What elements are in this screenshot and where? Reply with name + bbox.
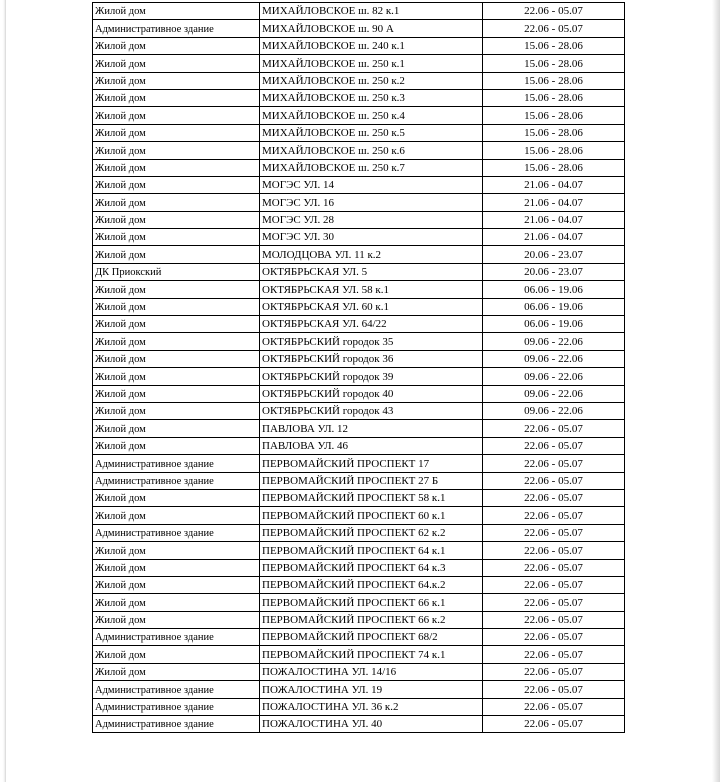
address-cell: ПЕРВОМАЙСКИЙ ПРОСПЕКТ 74 к.1 xyxy=(260,646,483,663)
address-cell: ПЕРВОМАЙСКИЙ ПРОСПЕКТ 62 к.2 xyxy=(260,524,483,541)
address-cell: ПОЖАЛОСТИНА УЛ. 14/16 xyxy=(260,663,483,680)
building-type-cell: Жилой дом xyxy=(93,437,260,454)
table-row xyxy=(93,611,625,628)
address-cell: МОГЭС УЛ. 14 xyxy=(260,176,483,193)
table-row xyxy=(93,629,625,646)
address-cell: ОКТЯБРЬСКИЙ городок 40 xyxy=(260,385,483,402)
building-type-cell: Жилой дом xyxy=(93,281,260,298)
table-row xyxy=(93,211,625,228)
building-type-cell: Жилой дом xyxy=(93,37,260,54)
period-cell: 22.06 - 05.07 xyxy=(483,489,625,506)
table-row xyxy=(93,489,625,506)
period-cell: 22.06 - 05.07 xyxy=(483,420,625,437)
address-cell: ОКТЯБРЬСКИЙ городок 39 xyxy=(260,368,483,385)
building-type-cell: Жилой дом xyxy=(93,368,260,385)
table-row xyxy=(93,316,625,333)
period-cell: 09.06 - 22.06 xyxy=(483,402,625,419)
address-cell: МОЛОДЦОВА УЛ. 11 к.2 xyxy=(260,246,483,263)
building-type-cell: ДК Приокский xyxy=(93,263,260,280)
building-type-cell: Жилой дом xyxy=(93,107,260,124)
period-cell: 21.06 - 04.07 xyxy=(483,229,625,246)
address-cell: ПЕРВОМАЙСКИЙ ПРОСПЕКТ 17 xyxy=(260,455,483,472)
period-cell: 22.06 - 05.07 xyxy=(483,611,625,628)
address-cell: ОКТЯБРЬСКАЯ УЛ. 5 xyxy=(260,263,483,280)
address-cell: МИХАЙЛОВСКОЕ ш. 240 к.1 xyxy=(260,37,483,54)
address-cell: ОКТЯБРЬСКАЯ УЛ. 60 к.1 xyxy=(260,298,483,315)
table-row xyxy=(93,524,625,541)
page-edge-shadow xyxy=(712,0,720,782)
period-cell: 21.06 - 04.07 xyxy=(483,194,625,211)
address-cell: ПЕРВОМАЙСКИЙ ПРОСПЕКТ 66 к.2 xyxy=(260,611,483,628)
period-cell: 22.06 - 05.07 xyxy=(483,629,625,646)
building-type-cell: Жилой дом xyxy=(93,611,260,628)
table-row xyxy=(93,594,625,611)
period-cell: 15.06 - 28.06 xyxy=(483,142,625,159)
period-cell: 15.06 - 28.06 xyxy=(483,72,625,89)
address-cell: МИХАЙЛОВСКОЕ ш. 250 к.5 xyxy=(260,124,483,141)
period-cell: 20.06 - 23.07 xyxy=(483,246,625,263)
building-type-cell: Административное здание xyxy=(93,629,260,646)
period-cell: 22.06 - 05.07 xyxy=(483,472,625,489)
building-type-cell: Жилой дом xyxy=(93,489,260,506)
period-cell: 22.06 - 05.07 xyxy=(483,576,625,593)
building-type-cell: Административное здание xyxy=(93,716,260,733)
period-cell: 22.06 - 05.07 xyxy=(483,698,625,715)
table-row xyxy=(93,72,625,89)
period-cell: 22.06 - 05.07 xyxy=(483,716,625,733)
address-cell: МИХАЙЛОВСКОЕ ш. 250 к.2 xyxy=(260,72,483,89)
building-type-cell: Жилой дом xyxy=(93,385,260,402)
table-row xyxy=(93,437,625,454)
period-cell: 06.06 - 19.06 xyxy=(483,298,625,315)
address-cell: МОГЭС УЛ. 28 xyxy=(260,211,483,228)
period-cell: 22.06 - 05.07 xyxy=(483,20,625,37)
building-type-cell: Жилой дом xyxy=(93,316,260,333)
address-cell: ПЕРВОМАЙСКИЙ ПРОСПЕКТ 64 к.1 xyxy=(260,542,483,559)
table-row xyxy=(93,350,625,367)
building-type-cell: Жилой дом xyxy=(93,3,260,20)
address-cell: ПЕРВОМАЙСКИЙ ПРОСПЕКТ 64 к.3 xyxy=(260,559,483,576)
table-row xyxy=(93,507,625,524)
address-cell: МОГЭС УЛ. 16 xyxy=(260,194,483,211)
address-cell: МИХАЙЛОВСКОЕ ш. 250 к.3 xyxy=(260,89,483,106)
building-type-cell: Жилой дом xyxy=(93,89,260,106)
building-type-cell: Жилой дом xyxy=(93,176,260,193)
building-type-cell: Административное здание xyxy=(93,472,260,489)
address-cell: ОКТЯБРЬСКИЙ городок 43 xyxy=(260,402,483,419)
address-cell: МОГЭС УЛ. 30 xyxy=(260,229,483,246)
building-type-cell: Жилой дом xyxy=(93,124,260,141)
period-cell: 15.06 - 28.06 xyxy=(483,107,625,124)
building-type-cell: Жилой дом xyxy=(93,55,260,72)
table-row xyxy=(93,472,625,489)
period-cell: 22.06 - 05.07 xyxy=(483,663,625,680)
table-row xyxy=(93,298,625,315)
period-cell: 09.06 - 22.06 xyxy=(483,333,625,350)
table-row xyxy=(93,124,625,141)
address-cell: ПЕРВОМАЙСКИЙ ПРОСПЕКТ 64.к.2 xyxy=(260,576,483,593)
building-type-cell: Жилой дом xyxy=(93,333,260,350)
address-cell: МИХАЙЛОВСКОЕ ш. 90 А xyxy=(260,20,483,37)
period-cell: 15.06 - 28.06 xyxy=(483,55,625,72)
address-cell: МИХАЙЛОВСКОЕ ш. 250 к.1 xyxy=(260,55,483,72)
table-row xyxy=(93,698,625,715)
table-row xyxy=(93,37,625,54)
document-page xyxy=(6,0,712,782)
table-row xyxy=(93,368,625,385)
table-row xyxy=(93,194,625,211)
address-cell: ПОЖАЛОСТИНА УЛ. 40 xyxy=(260,716,483,733)
building-type-cell: Административное здание xyxy=(93,524,260,541)
building-type-cell: Жилой дом xyxy=(93,350,260,367)
address-cell: МИХАЙЛОВСКОЕ ш. 250 к.6 xyxy=(260,142,483,159)
building-type-cell: Административное здание xyxy=(93,698,260,715)
schedule-table-body xyxy=(93,3,625,733)
period-cell: 09.06 - 22.06 xyxy=(483,385,625,402)
address-cell: ПЕРВОМАЙСКИЙ ПРОСПЕКТ 27 Б xyxy=(260,472,483,489)
period-cell: 20.06 - 23.07 xyxy=(483,263,625,280)
period-cell: 22.06 - 05.07 xyxy=(483,524,625,541)
address-cell: ПЕРВОМАЙСКИЙ ПРОСПЕКТ 68/2 xyxy=(260,629,483,646)
outage-schedule-table xyxy=(92,2,625,733)
table-row xyxy=(93,576,625,593)
address-cell: МИХАЙЛОВСКОЕ ш. 250 к.7 xyxy=(260,159,483,176)
period-cell: 22.06 - 05.07 xyxy=(483,507,625,524)
table-row xyxy=(93,681,625,698)
period-cell: 21.06 - 04.07 xyxy=(483,176,625,193)
table-row xyxy=(93,385,625,402)
building-type-cell: Жилой дом xyxy=(93,229,260,246)
table-row xyxy=(93,263,625,280)
building-type-cell: Жилой дом xyxy=(93,507,260,524)
building-type-cell: Жилой дом xyxy=(93,72,260,89)
building-type-cell: Административное здание xyxy=(93,20,260,37)
table-row xyxy=(93,455,625,472)
table-row xyxy=(93,402,625,419)
building-type-cell: Жилой дом xyxy=(93,298,260,315)
table-row xyxy=(93,559,625,576)
building-type-cell: Жилой дом xyxy=(93,542,260,559)
period-cell: 15.06 - 28.06 xyxy=(483,159,625,176)
address-cell: ПЕРВОМАЙСКИЙ ПРОСПЕКТ 58 к.1 xyxy=(260,489,483,506)
table-row xyxy=(93,89,625,106)
address-cell: МИХАЙЛОВСКОЕ ш. 82 к.1 xyxy=(260,3,483,20)
period-cell: 22.06 - 05.07 xyxy=(483,559,625,576)
table-row xyxy=(93,716,625,733)
building-type-cell: Административное здание xyxy=(93,681,260,698)
table-row xyxy=(93,20,625,37)
table-row xyxy=(93,663,625,680)
address-cell: ПЕРВОМАЙСКИЙ ПРОСПЕКТ 66 к.1 xyxy=(260,594,483,611)
table-row xyxy=(93,246,625,263)
address-cell: ОКТЯБРЬСКИЙ городок 35 xyxy=(260,333,483,350)
period-cell: 22.06 - 05.07 xyxy=(483,437,625,454)
period-cell: 22.06 - 05.07 xyxy=(483,681,625,698)
address-cell: ПАВЛОВА УЛ. 46 xyxy=(260,437,483,454)
building-type-cell: Жилой дом xyxy=(93,594,260,611)
period-cell: 22.06 - 05.07 xyxy=(483,594,625,611)
period-cell: 09.06 - 22.06 xyxy=(483,350,625,367)
table-row xyxy=(93,159,625,176)
table-row xyxy=(93,55,625,72)
building-type-cell: Административное здание xyxy=(93,455,260,472)
period-cell: 22.06 - 05.07 xyxy=(483,3,625,20)
building-type-cell: Жилой дом xyxy=(93,663,260,680)
building-type-cell: Жилой дом xyxy=(93,646,260,663)
period-cell: 06.06 - 19.06 xyxy=(483,316,625,333)
building-type-cell: Жилой дом xyxy=(93,159,260,176)
table-row xyxy=(93,107,625,124)
table-row xyxy=(93,420,625,437)
table-row xyxy=(93,281,625,298)
period-cell: 15.06 - 28.06 xyxy=(483,124,625,141)
table-row xyxy=(93,176,625,193)
address-cell: ОКТЯБРЬСКАЯ УЛ. 64/22 xyxy=(260,316,483,333)
building-type-cell: Жилой дом xyxy=(93,211,260,228)
building-type-cell: Жилой дом xyxy=(93,402,260,419)
table-row xyxy=(93,542,625,559)
address-cell: ПАВЛОВА УЛ. 12 xyxy=(260,420,483,437)
period-cell: 21.06 - 04.07 xyxy=(483,211,625,228)
building-type-cell: Жилой дом xyxy=(93,576,260,593)
table-row xyxy=(93,3,625,20)
address-cell: МИХАЙЛОВСКОЕ ш. 250 к.4 xyxy=(260,107,483,124)
building-type-cell: Жилой дом xyxy=(93,194,260,211)
period-cell: 15.06 - 28.06 xyxy=(483,37,625,54)
table-row xyxy=(93,229,625,246)
address-cell: ОКТЯБРЬСКАЯ УЛ. 58 к.1 xyxy=(260,281,483,298)
building-type-cell: Жилой дом xyxy=(93,246,260,263)
period-cell: 22.06 - 05.07 xyxy=(483,542,625,559)
table-row xyxy=(93,142,625,159)
address-cell: ПЕРВОМАЙСКИЙ ПРОСПЕКТ 60 к.1 xyxy=(260,507,483,524)
table-row xyxy=(93,333,625,350)
period-cell: 22.06 - 05.07 xyxy=(483,646,625,663)
period-cell: 06.06 - 19.06 xyxy=(483,281,625,298)
period-cell: 22.06 - 05.07 xyxy=(483,455,625,472)
building-type-cell: Жилой дом xyxy=(93,142,260,159)
table-row xyxy=(93,646,625,663)
building-type-cell: Жилой дом xyxy=(93,559,260,576)
address-cell: ПОЖАЛОСТИНА УЛ. 19 xyxy=(260,681,483,698)
building-type-cell: Жилой дом xyxy=(93,420,260,437)
period-cell: 09.06 - 22.06 xyxy=(483,368,625,385)
address-cell: ОКТЯБРЬСКИЙ городок 36 xyxy=(260,350,483,367)
address-cell: ПОЖАЛОСТИНА УЛ. 36 к.2 xyxy=(260,698,483,715)
period-cell: 15.06 - 28.06 xyxy=(483,89,625,106)
